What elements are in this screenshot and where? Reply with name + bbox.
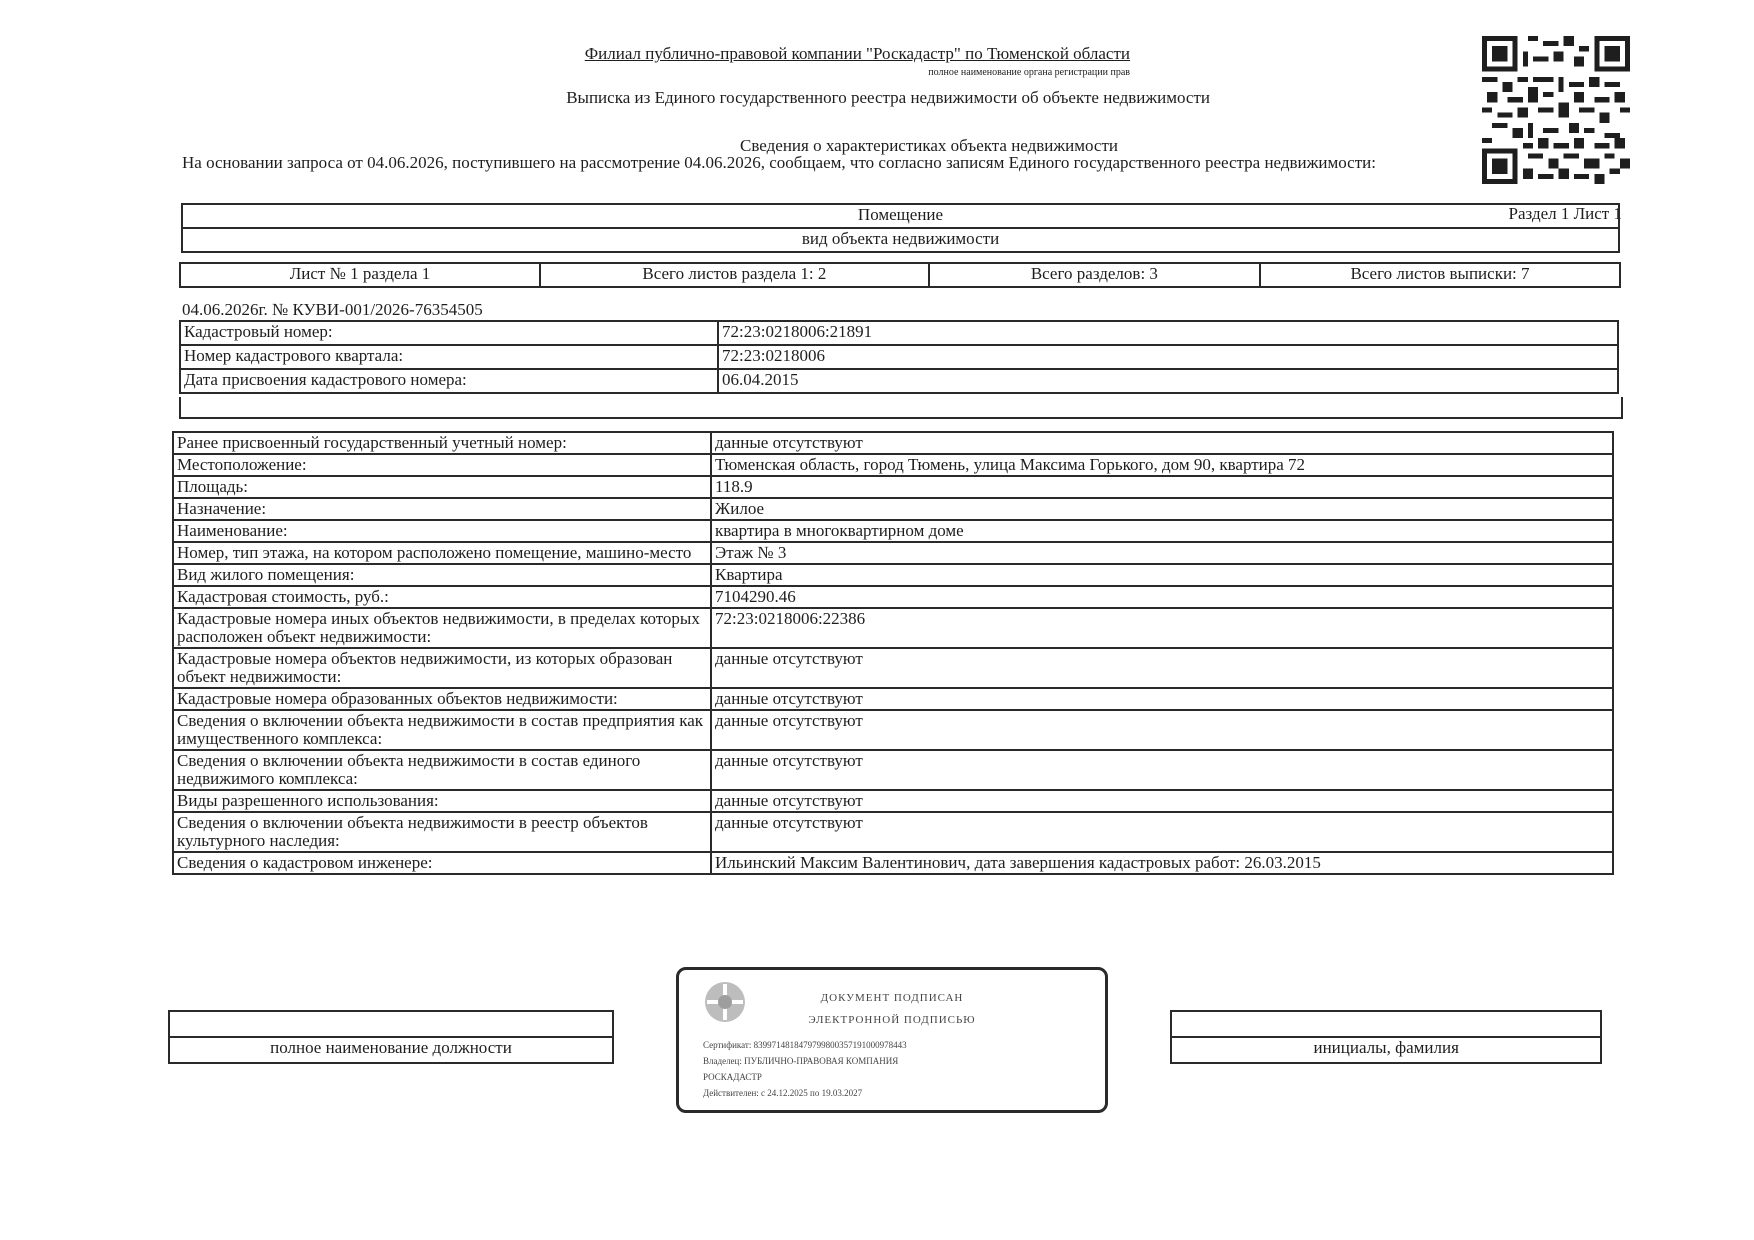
electronic-signature-stamp xyxy=(676,967,1108,1113)
field-value: данные отсутствуют xyxy=(711,648,1613,688)
sheets-in-section: Всего листов раздела 1: 2 xyxy=(540,263,929,287)
field-label: Кадастровые номера иных объектов недвижимости, в пределах которых расположен объект недвижимости: xyxy=(173,608,711,648)
field-label: Кадастровая стоимость, руб.: xyxy=(173,586,711,608)
field-label: Назначение: xyxy=(173,498,711,520)
field-label: Сведения о включении объекта недвижимости в состав предприятия как имущественного комплекса: xyxy=(173,710,711,750)
position-caption: полное наименование должности xyxy=(169,1037,613,1063)
object-type-table xyxy=(181,203,1620,253)
qr-code xyxy=(1482,36,1630,184)
stamp-certificate: Сертификат: 8399714818479799800357191000978443 xyxy=(703,1040,907,1050)
stamp-title-line2: ЭЛЕКТРОННОЙ ПОДПИСЬЮ xyxy=(808,1014,976,1026)
field-label: Кадастровые номера образованных объектов недвижимости: xyxy=(173,688,711,710)
attribute-row xyxy=(173,790,1613,812)
attribute-row xyxy=(173,476,1613,498)
field-value: данные отсутствуют xyxy=(711,750,1613,790)
attribute-row xyxy=(173,498,1613,520)
field-value: Квартира xyxy=(711,564,1613,586)
attribute-row xyxy=(173,648,1613,688)
attribute-row xyxy=(173,564,1613,586)
attribute-row xyxy=(173,608,1613,648)
field-label: Дата присвоения кадастрового номера: xyxy=(180,369,718,393)
field-value: 72:23:0218006:22386 xyxy=(711,608,1613,648)
document-subtitle: Сведения о характеристиках объекта недвижимости xyxy=(740,136,1118,155)
cadastral-row xyxy=(180,321,1618,345)
field-label: Кадастровый номер: xyxy=(180,321,718,345)
cadastral-main-table xyxy=(179,320,1619,394)
object-type-caption: вид объекта недвижимости xyxy=(182,228,1619,252)
field-value: 7104290.46 xyxy=(711,586,1613,608)
attribute-row xyxy=(173,710,1613,750)
sheets-info-table xyxy=(179,262,1621,288)
field-label: Местоположение: xyxy=(173,454,711,476)
field-label: Сведения о кадастровом инженере: xyxy=(173,852,711,874)
field-value: Тюменская область, город Тюмень, улица Максима Горького, дом 90, квартира 72 xyxy=(711,454,1613,476)
stamp-owner: Владелец: ПУБЛИЧНО-ПРАВОВАЯ КОМПАНИЯ xyxy=(703,1056,899,1066)
field-value: данные отсутствуют xyxy=(711,710,1613,750)
stamp-title-line1: ДОКУМЕНТ ПОДПИСАН xyxy=(820,992,964,1004)
sheet-number: Лист № 1 раздела 1 xyxy=(180,263,540,287)
name-caption: инициалы, фамилия xyxy=(1171,1037,1601,1063)
field-value: 06.04.2015 xyxy=(718,369,1618,393)
field-label: Номер, тип этажа, на котором расположено помещение, машино-место xyxy=(173,542,711,564)
field-label: Площадь: xyxy=(173,476,711,498)
table-spacer xyxy=(179,397,1623,419)
attribute-row xyxy=(173,520,1613,542)
attribute-row xyxy=(173,688,1613,710)
field-label: Кадастровые номера объектов недвижимости, из которых образован объект недвижимости: xyxy=(173,648,711,688)
object-type: Помещение xyxy=(182,204,1619,228)
attribute-row xyxy=(173,432,1613,454)
field-value: 72:23:0218006 xyxy=(718,345,1618,369)
field-label: Ранее присвоенный государственный учетный номер: xyxy=(173,432,711,454)
document-title: Выписка из Единого государственного реестра недвижимости об объекте недвижимости xyxy=(566,88,1210,107)
stamp-validity: Действителен: с 24.12.2025 по 19.03.2027 xyxy=(703,1088,863,1098)
position-cell xyxy=(169,1011,613,1037)
request-number: 04.06.2026г. № КУВИ-001/2026-76354505 xyxy=(182,300,483,319)
section-sheet-label: Раздел 1 Лист 1 xyxy=(1508,204,1622,223)
field-value: 72:23:0218006:21891 xyxy=(718,321,1618,345)
field-value: квартира в многоквартирном доме xyxy=(711,520,1613,542)
organization-caption: полное наименование органа регистрации прав xyxy=(928,67,1130,78)
field-value: Жилое xyxy=(711,498,1613,520)
field-value: данные отсутствуют xyxy=(711,688,1613,710)
field-label: Наименование: xyxy=(173,520,711,542)
field-value: 118.9 xyxy=(711,476,1613,498)
cadastral-row xyxy=(180,369,1618,393)
field-value: данные отсутствуют xyxy=(711,812,1613,852)
organization-name: Филиал публично-правовой компании "Роскадастр" по Тюменской области xyxy=(584,44,1130,63)
field-label: Сведения о включении объекта недвижимости в состав единого недвижимого комплекса: xyxy=(173,750,711,790)
field-label: Вид жилого помещения: xyxy=(173,564,711,586)
attribute-row xyxy=(173,454,1613,476)
field-label: Виды разрешенного использования: xyxy=(173,790,711,812)
sections-total: Всего разделов: 3 xyxy=(929,263,1260,287)
attribute-row xyxy=(173,812,1613,852)
request-intro-text: На основании запроса от 04.06.2026, поступившего на рассмотрение 04.06.2026, сообщаем, что согласно записям Единого государственного реестра недвижимости: xyxy=(182,153,1376,172)
field-value: Ильинский Максим Валентинович, дата завершения кадастровых работ: 26.03.2015 xyxy=(711,852,1613,874)
field-value: Этаж № 3 xyxy=(711,542,1613,564)
field-label: Номер кадастрового квартала: xyxy=(180,345,718,369)
attribute-row xyxy=(173,750,1613,790)
attribute-row xyxy=(173,586,1613,608)
attribute-row xyxy=(173,852,1613,874)
attributes-table xyxy=(172,431,1614,875)
attribute-row xyxy=(173,542,1613,564)
stamp-owner-2: РОСКАДАСТР xyxy=(703,1072,762,1082)
field-value: данные отсутствуют xyxy=(711,790,1613,812)
field-value: данные отсутствуют xyxy=(711,432,1613,454)
cadastral-row xyxy=(180,345,1618,369)
sheets-total: Всего листов выписки: 7 xyxy=(1260,263,1620,287)
name-cell xyxy=(1171,1011,1601,1037)
field-label: Сведения о включении объекта недвижимости в реестр объектов культурного наследия: xyxy=(173,812,711,852)
